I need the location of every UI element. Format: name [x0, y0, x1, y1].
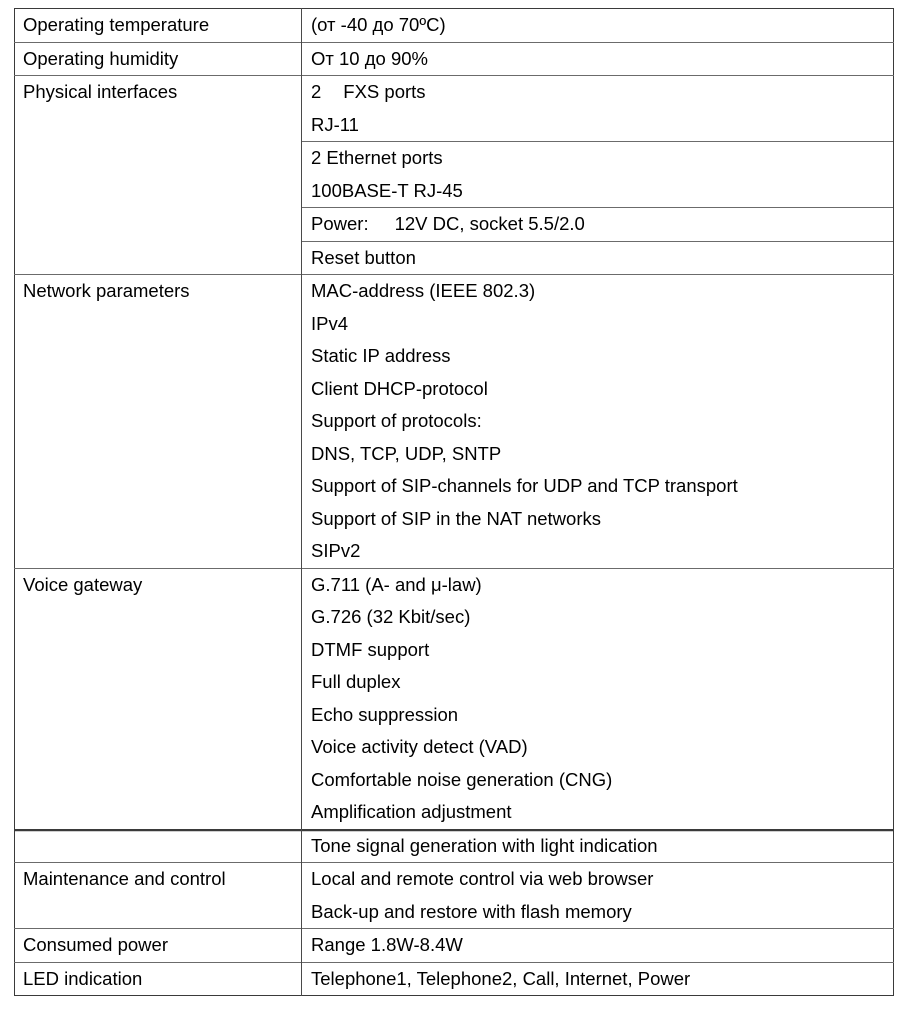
specification-table: [14, 8, 894, 996]
value-line: Client DHCP-protocol: [311, 377, 488, 399]
row-value: [302, 42, 894, 76]
table-row: [15, 863, 894, 929]
value-line: DTMF support: [311, 638, 430, 660]
row-value: [302, 929, 894, 963]
power-label: Power:: [311, 213, 369, 234]
row-value: [302, 962, 894, 996]
row-label: LED indication: [15, 962, 302, 996]
row-value: [302, 275, 894, 569]
sub-value: [302, 142, 893, 208]
table-row: [15, 829, 894, 863]
table-row: [15, 42, 894, 76]
value-line: Support of SIP-channels for UDP and TCP transport: [311, 475, 738, 496]
value-line: RJ-11: [311, 113, 359, 135]
sub-value: [302, 241, 893, 274]
table-row: [15, 76, 894, 275]
table-row: [15, 9, 894, 43]
row-label: Operating humidity: [15, 42, 302, 76]
value-line: DNS, TCP, UDP, SNTP: [311, 442, 502, 464]
value-line: IPv4: [311, 312, 349, 334]
port-count: 2: [311, 81, 322, 102]
value-line: [311, 83, 887, 116]
table-row: [15, 568, 894, 829]
value-line: 2 Ethernet ports: [311, 147, 443, 168]
value-line: Reset button: [311, 246, 416, 268]
row-value: [302, 568, 894, 829]
value-line: (от -40 до 70ºC): [311, 14, 446, 35]
row-label: Voice gateway: [15, 568, 302, 829]
value-line: Back-up and restore with flash memory: [311, 900, 632, 922]
table-row: [15, 275, 894, 569]
sub-value: [302, 208, 893, 242]
sub-row: [302, 142, 893, 208]
value-line: Amplification adjustment: [311, 801, 512, 822]
value-line: Telephone1, Telephone2, Call, Internet, Power: [311, 967, 691, 989]
value-line: G.726 (32 Kbit/sec): [311, 606, 471, 627]
value-line: Static IP address: [311, 345, 451, 366]
power-spec: 12V DC, socket 5.5/2.0: [394, 213, 585, 234]
row-label: Operating temperature: [15, 9, 302, 43]
row-label: Network parameters: [15, 275, 302, 569]
row-label: Consumed power: [15, 929, 302, 963]
row-value: [302, 829, 894, 863]
sub-row: [302, 76, 893, 142]
sub-value: [302, 76, 893, 142]
value-line: G.711 (A- and μ-law): [311, 573, 482, 595]
value-line: 100BASE-T RJ-45: [311, 179, 463, 201]
value-line: Comfortable noise generation (CNG): [311, 768, 613, 790]
value-line: От 10 до 90%: [311, 47, 428, 69]
value-line: Tone signal generation with light indication: [311, 834, 658, 856]
row-value: [302, 76, 894, 275]
sub-row: [302, 241, 893, 274]
value-line: MAC-address (IEEE 802.3): [311, 280, 536, 301]
value-line: [311, 215, 887, 234]
value-line: Support of SIP in the NAT networks: [311, 507, 601, 529]
sub-row: [302, 208, 893, 242]
value-line: Local and remote control via web browser: [311, 868, 654, 889]
row-value: [302, 863, 894, 929]
row-label: Physical interfaces: [15, 76, 302, 275]
table-row: [15, 929, 894, 963]
row-label: Maintenance and control: [15, 863, 302, 929]
value-line: Full duplex: [311, 671, 401, 692]
value-sublist: [302, 76, 893, 274]
row-label: [15, 829, 302, 863]
value-line: Voice activity detect (VAD): [311, 736, 528, 757]
row-value: [302, 9, 894, 43]
value-line: Support of protocols:: [311, 410, 482, 431]
value-line: Range 1.8W-8.4W: [311, 934, 463, 955]
value-line: Echo suppression: [311, 703, 459, 725]
value-line: SIPv2: [311, 540, 361, 561]
table-row: [15, 962, 894, 996]
port-type: FXS ports: [343, 81, 426, 102]
